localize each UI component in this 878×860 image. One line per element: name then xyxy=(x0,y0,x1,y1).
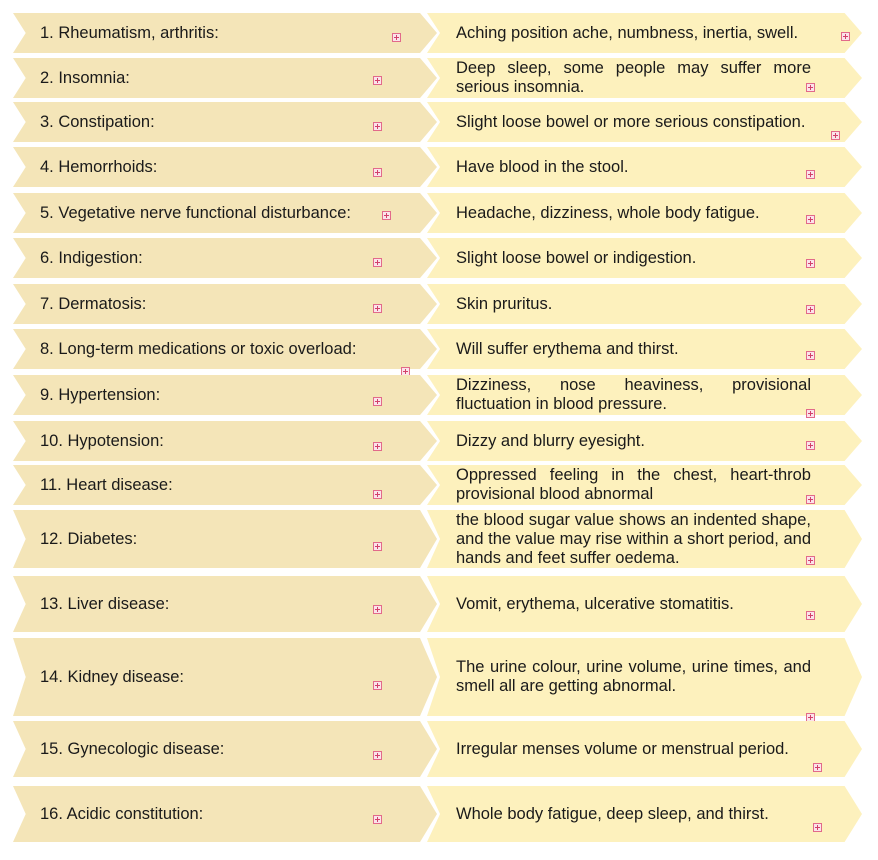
symptom-text xyxy=(456,284,811,324)
symptom-expand-icon[interactable] xyxy=(806,305,815,314)
condition-label: 7. Dermatosis: xyxy=(40,294,147,313)
symptom-text xyxy=(456,238,811,278)
condition-expand-icon[interactable] xyxy=(373,122,382,131)
symptom-text-content: Oppressed feeling in the chest, heart-throb provisional blood abnormal xyxy=(456,466,811,503)
symptom-text-content: Slight loose bowel or indigestion. xyxy=(456,248,697,267)
symptom-expand-icon[interactable] xyxy=(813,763,822,772)
symptom-expand-icon[interactable] xyxy=(806,170,815,179)
table-row xyxy=(0,13,878,53)
table-row xyxy=(0,329,878,369)
condition-expand-icon[interactable] xyxy=(382,211,391,220)
condition-expand-icon[interactable] xyxy=(373,605,382,614)
symptom-text xyxy=(456,465,811,505)
table-row xyxy=(0,102,878,142)
condition-expand-icon[interactable] xyxy=(373,490,382,499)
condition-expand-icon[interactable] xyxy=(392,33,401,42)
symptom-text xyxy=(456,638,811,716)
symptom-text xyxy=(456,102,811,142)
condition-label: 10. Hypotension: xyxy=(40,431,164,450)
condition-expand-icon[interactable] xyxy=(373,442,382,451)
symptom-expand-icon[interactable] xyxy=(806,441,815,450)
condition-label: 14. Kidney disease: xyxy=(40,667,185,686)
condition-label: 15. Gynecologic disease: xyxy=(40,739,225,758)
table-row xyxy=(0,193,878,233)
symptom-expand-icon[interactable] xyxy=(831,131,840,140)
table-row xyxy=(0,576,878,632)
table-row xyxy=(0,510,878,568)
condition-label: 12. Diabetes: xyxy=(40,529,138,548)
condition-expand-icon[interactable] xyxy=(373,304,382,313)
table-row xyxy=(0,786,878,842)
symptom-text xyxy=(456,421,811,461)
symptom-text xyxy=(456,147,811,187)
symptom-expand-icon[interactable] xyxy=(806,351,815,360)
condition-expand-icon[interactable] xyxy=(373,815,382,824)
symptom-expand-icon[interactable] xyxy=(806,83,815,92)
symptom-text-content: Dizziness, nose heaviness, provisional fluctuation in blood pressure. xyxy=(456,376,811,413)
symptom-text xyxy=(456,329,811,369)
symptom-expand-icon[interactable] xyxy=(806,556,815,565)
symptom-expand-icon[interactable] xyxy=(806,259,815,268)
symptom-text-content: Skin pruritus. xyxy=(456,294,553,313)
symptom-text-content: Headache, dizziness, whole body fatigue. xyxy=(456,203,760,222)
symptom-text xyxy=(456,510,811,568)
table-row xyxy=(0,375,878,415)
symptom-text xyxy=(456,193,811,233)
condition-expand-icon[interactable] xyxy=(373,751,382,760)
condition-label: 2. Insomnia: xyxy=(40,68,130,87)
condition-label: 1. Rheumatism, arthritis: xyxy=(40,23,219,42)
condition-expand-icon[interactable] xyxy=(373,76,382,85)
symptom-expand-icon[interactable] xyxy=(841,32,850,41)
table-row xyxy=(0,147,878,187)
symptom-text xyxy=(456,13,811,53)
condition-expand-icon[interactable] xyxy=(373,542,382,551)
symptom-expand-icon[interactable] xyxy=(806,495,815,504)
symptom-text-content: Dizzy and blurry eyesight. xyxy=(456,431,645,450)
table-row xyxy=(0,284,878,324)
condition-label: 8. Long-term medications or toxic overload: xyxy=(40,339,357,358)
symptom-text xyxy=(456,721,811,777)
symptom-text xyxy=(456,58,811,98)
condition-label: 9. Hypertension: xyxy=(40,385,161,404)
symptom-text-content: Deep sleep, some people may suffer more serious insomnia. xyxy=(456,59,811,96)
condition-expand-icon[interactable] xyxy=(373,397,382,406)
table-row xyxy=(0,465,878,505)
symptom-text xyxy=(456,375,811,415)
symptom-text-content: Will suffer erythema and thirst. xyxy=(456,339,679,358)
symptom-text-content: Have blood in the stool. xyxy=(456,157,629,176)
symptom-text-content: The urine colour, urine volume, urine times, and smell all are getting abnormal. xyxy=(456,658,811,695)
condition-label: 5. Vegetative nerve functional disturbance: xyxy=(40,203,351,222)
symptom-expand-icon[interactable] xyxy=(806,409,815,418)
symptom-text-content: Whole body fatigue, deep sleep, and thirst. xyxy=(456,804,769,823)
condition-expand-icon[interactable] xyxy=(373,681,382,690)
symptom-text xyxy=(456,786,811,842)
symptom-text-content: the blood sugar value shows an indented shape, and the value may rise within a short period, and hands and feet suffer oedema. xyxy=(456,510,811,567)
symptom-expand-icon[interactable] xyxy=(806,611,815,620)
condition-label: 4. Hemorrhoids: xyxy=(40,157,158,176)
symptom-text-content: Aching position ache, numbness, inertia, swell. xyxy=(456,23,799,42)
table-row xyxy=(0,638,878,716)
table-row xyxy=(0,421,878,461)
table-row xyxy=(0,58,878,98)
table-row xyxy=(0,238,878,278)
condition-label: 6. Indigestion: xyxy=(40,248,143,267)
condition-expand-icon[interactable] xyxy=(373,168,382,177)
table-row xyxy=(0,721,878,777)
condition-expand-icon[interactable] xyxy=(373,258,382,267)
symptom-text-content: Slight loose bowel or more serious constipation. xyxy=(456,112,806,131)
symptom-text xyxy=(456,576,811,632)
symptom-text-content: Irregular menses volume or menstrual period. xyxy=(456,739,789,758)
symptom-text-content: Vomit, erythema, ulcerative stomatitis. xyxy=(456,594,734,613)
condition-label: 11. Heart disease: xyxy=(40,475,173,494)
symptom-expand-icon[interactable] xyxy=(813,823,822,832)
condition-label: 13. Liver disease: xyxy=(40,594,170,613)
condition-label: 16. Acidic constitution: xyxy=(40,804,204,823)
condition-label: 3. Constipation: xyxy=(40,112,155,131)
symptom-expand-icon[interactable] xyxy=(806,215,815,224)
